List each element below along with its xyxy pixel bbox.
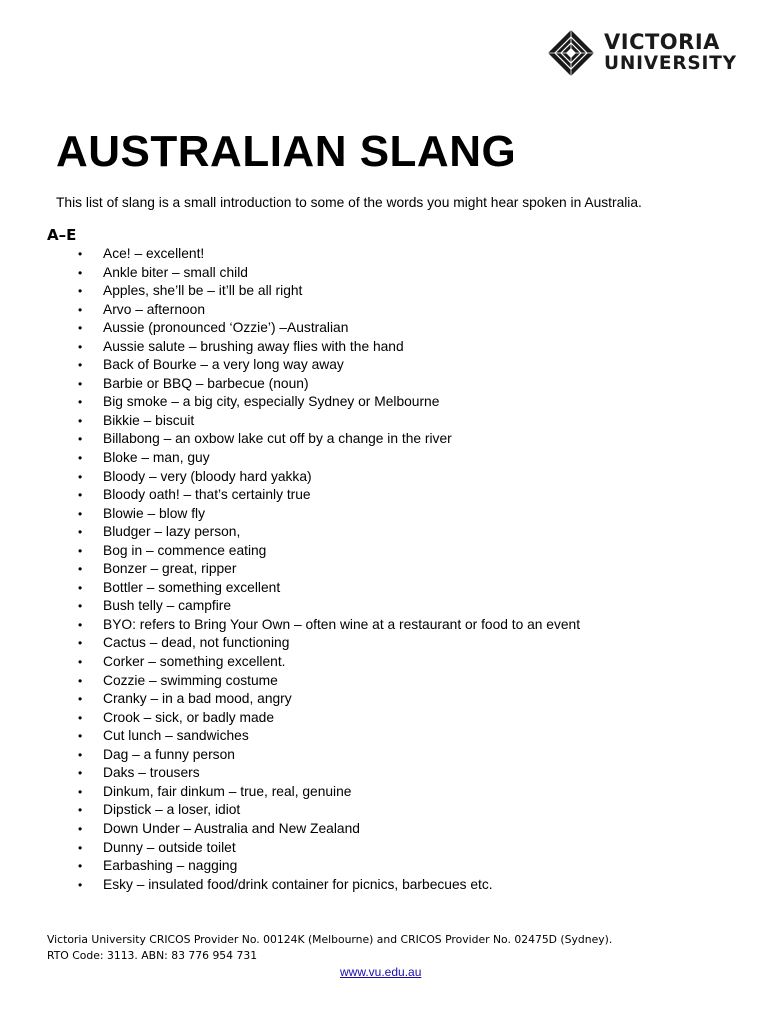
- bullet-icon: •: [78, 265, 83, 280]
- bullet-icon: •: [78, 339, 83, 354]
- list-item-text: Bloody – very (bloody hard yakka): [103, 468, 312, 484]
- list-item: [78, 857, 580, 876]
- list-item: [78, 282, 580, 301]
- list-item: [78, 319, 580, 338]
- list-item-text: Dunny – outside toilet: [103, 839, 236, 855]
- list-item-text: Apples, she’ll be – it’ll be all right: [103, 283, 303, 299]
- bullet-icon: •: [78, 284, 83, 299]
- list-item-text: Bikkie – biscuit: [103, 412, 195, 428]
- list-item-text: Bloke – man, guy: [103, 450, 210, 466]
- bullet-icon: •: [78, 488, 83, 503]
- bullet-icon: •: [78, 599, 83, 614]
- list-item: [78, 801, 580, 820]
- list-item-text: Ankle biter – small child: [103, 264, 248, 280]
- list-item-text: Cranky – in a bad mood, angry: [103, 691, 292, 707]
- university-logo: [546, 28, 737, 78]
- list-item-text: Bloody oath! – that’s certainly true: [103, 487, 311, 503]
- list-item-text: Barbie or BBQ – barbecue (noun): [103, 375, 309, 391]
- bullet-icon: •: [78, 784, 83, 799]
- list-item-text: Cut lunch – sandwiches: [103, 728, 249, 744]
- list-item-text: BYO: refers to Bring Your Own – often wine at a restaurant or food to an event: [103, 616, 581, 632]
- bullet-icon: •: [78, 580, 83, 595]
- footer-rto-line: RTO Code: 3113. ABN: 83 776 954 731: [47, 949, 258, 962]
- footer: [47, 932, 612, 964]
- section-heading: A–E: [47, 226, 77, 244]
- bullet-icon: •: [78, 877, 83, 892]
- list-item: [78, 356, 580, 375]
- bullet-icon: •: [78, 413, 83, 428]
- list-item-text: Big smoke – a big city, especially Sydney or Melbourne: [103, 394, 440, 410]
- list-item-text: Bog in – commence eating: [103, 542, 267, 558]
- list-item-text: Earbashing – nagging: [103, 858, 238, 874]
- list-item: [78, 375, 580, 394]
- bullet-icon: •: [78, 358, 83, 373]
- bullet-icon: •: [78, 766, 83, 781]
- website-link[interactable]: www.vu.edu.au: [340, 965, 422, 979]
- list-item: [78, 264, 580, 283]
- bullet-icon: •: [78, 451, 83, 466]
- list-item-text: Bottler – something excellent: [103, 579, 281, 595]
- bullet-icon: •: [78, 729, 83, 744]
- list-item: [78, 560, 580, 579]
- list-item: [78, 746, 580, 765]
- bullet-icon: •: [78, 673, 83, 688]
- bullet-icon: •: [78, 692, 83, 707]
- list-item: [78, 486, 580, 505]
- bullet-icon: •: [78, 636, 83, 651]
- bullet-icon: •: [78, 562, 83, 577]
- bullet-icon: •: [78, 247, 83, 261]
- list-item-text: Dag – a funny person: [103, 746, 235, 762]
- list-item: [78, 764, 580, 783]
- list-item: [78, 393, 580, 412]
- list-item: [78, 709, 580, 728]
- list-item-text: Aussie salute – brushing away flies with the hand: [103, 338, 404, 354]
- list-item: [78, 245, 580, 264]
- list-item-text: Bush telly – campfire: [103, 598, 232, 614]
- list-item-text: Cactus – dead, not functioning: [103, 635, 290, 651]
- list-item: [78, 839, 580, 858]
- list-item: [78, 597, 580, 616]
- bullet-icon: •: [78, 525, 83, 540]
- list-item-text: Bonzer – great, ripper: [103, 561, 237, 577]
- list-item: [78, 876, 580, 895]
- bullet-icon: •: [78, 840, 83, 855]
- list-item: [78, 616, 580, 635]
- list-item: [78, 653, 580, 672]
- list-item: [78, 505, 580, 524]
- bullet-icon: •: [78, 376, 83, 391]
- list-item: [78, 523, 580, 542]
- list-item-text: Corker – something excellent.: [103, 654, 286, 670]
- list-item: [78, 579, 580, 598]
- list-item: [78, 783, 580, 802]
- bullet-icon: •: [78, 506, 83, 521]
- list-item-text: Down Under – Australia and New Zealand: [103, 820, 360, 836]
- bullet-icon: •: [78, 821, 83, 836]
- list-item: [78, 727, 580, 746]
- bullet-icon: •: [78, 432, 83, 447]
- bullet-icon: •: [78, 710, 83, 725]
- list-item-text: Esky – insulated food/drink container for picnics, barbecues etc.: [103, 876, 493, 892]
- intro-paragraph: This list of slang is a small introduction to some of the words you might hear spoken in Australia.: [56, 195, 642, 210]
- list-item-text: Dipstick – a loser, idiot: [103, 802, 241, 818]
- bullet-icon: •: [78, 302, 83, 317]
- bullet-icon: •: [78, 859, 83, 874]
- list-item: [78, 634, 580, 653]
- bullet-icon: •: [78, 543, 83, 558]
- bullet-icon: •: [78, 747, 83, 762]
- list-item-text: Cozzie – swimming costume: [103, 672, 278, 688]
- list-item: [78, 468, 580, 487]
- list-item-text: Arvo – afternoon: [103, 301, 206, 317]
- list-item-text: Aussie (pronounced ‘Ozzie’) –Australian: [103, 320, 349, 336]
- bullet-icon: •: [78, 395, 83, 410]
- list-item: [78, 690, 580, 709]
- list-item-text: Back of Bourke – a very long way away: [103, 357, 344, 373]
- list-item-text: Dinkum, fair dinkum – true, real, genuine: [103, 783, 352, 799]
- list-item: [78, 672, 580, 691]
- list-item: [78, 301, 580, 320]
- bullet-icon: •: [78, 469, 83, 484]
- bullet-icon: •: [78, 655, 83, 670]
- list-item: [78, 430, 580, 449]
- list-item: [78, 449, 580, 468]
- logo-line-2: UNIVERSITY: [604, 53, 737, 74]
- list-item-text: Billabong – an oxbow lake cut off by a change in the river: [103, 431, 452, 447]
- list-item: [78, 820, 580, 839]
- footer-provider-line: Victoria University CRICOS Provider No. 00124K (Melbourne) and CRICOS Provider No. 02475D (Sydney).: [47, 933, 613, 946]
- list-item: [78, 412, 580, 431]
- list-item-text: Ace! – excellent!: [103, 246, 205, 261]
- bullet-icon: •: [78, 617, 83, 632]
- document-title: AUSTRALIAN SLANG: [56, 127, 517, 176]
- diamond-logo-icon: [546, 28, 596, 78]
- logo-wordmark: [604, 32, 737, 74]
- list-item: [78, 542, 580, 561]
- bullet-icon: •: [78, 803, 83, 818]
- list-item: [78, 338, 580, 357]
- list-item-text: Daks – trousers: [103, 765, 200, 781]
- list-item-text: Bludger – lazy person,: [103, 524, 241, 540]
- slang-list: [78, 245, 580, 894]
- list-item-text: Crook – sick, or badly made: [103, 709, 274, 725]
- list-item-text: Blowie – blow fly: [103, 505, 205, 521]
- logo-line-1: VICTORIA: [604, 30, 720, 54]
- bullet-icon: •: [78, 321, 83, 336]
